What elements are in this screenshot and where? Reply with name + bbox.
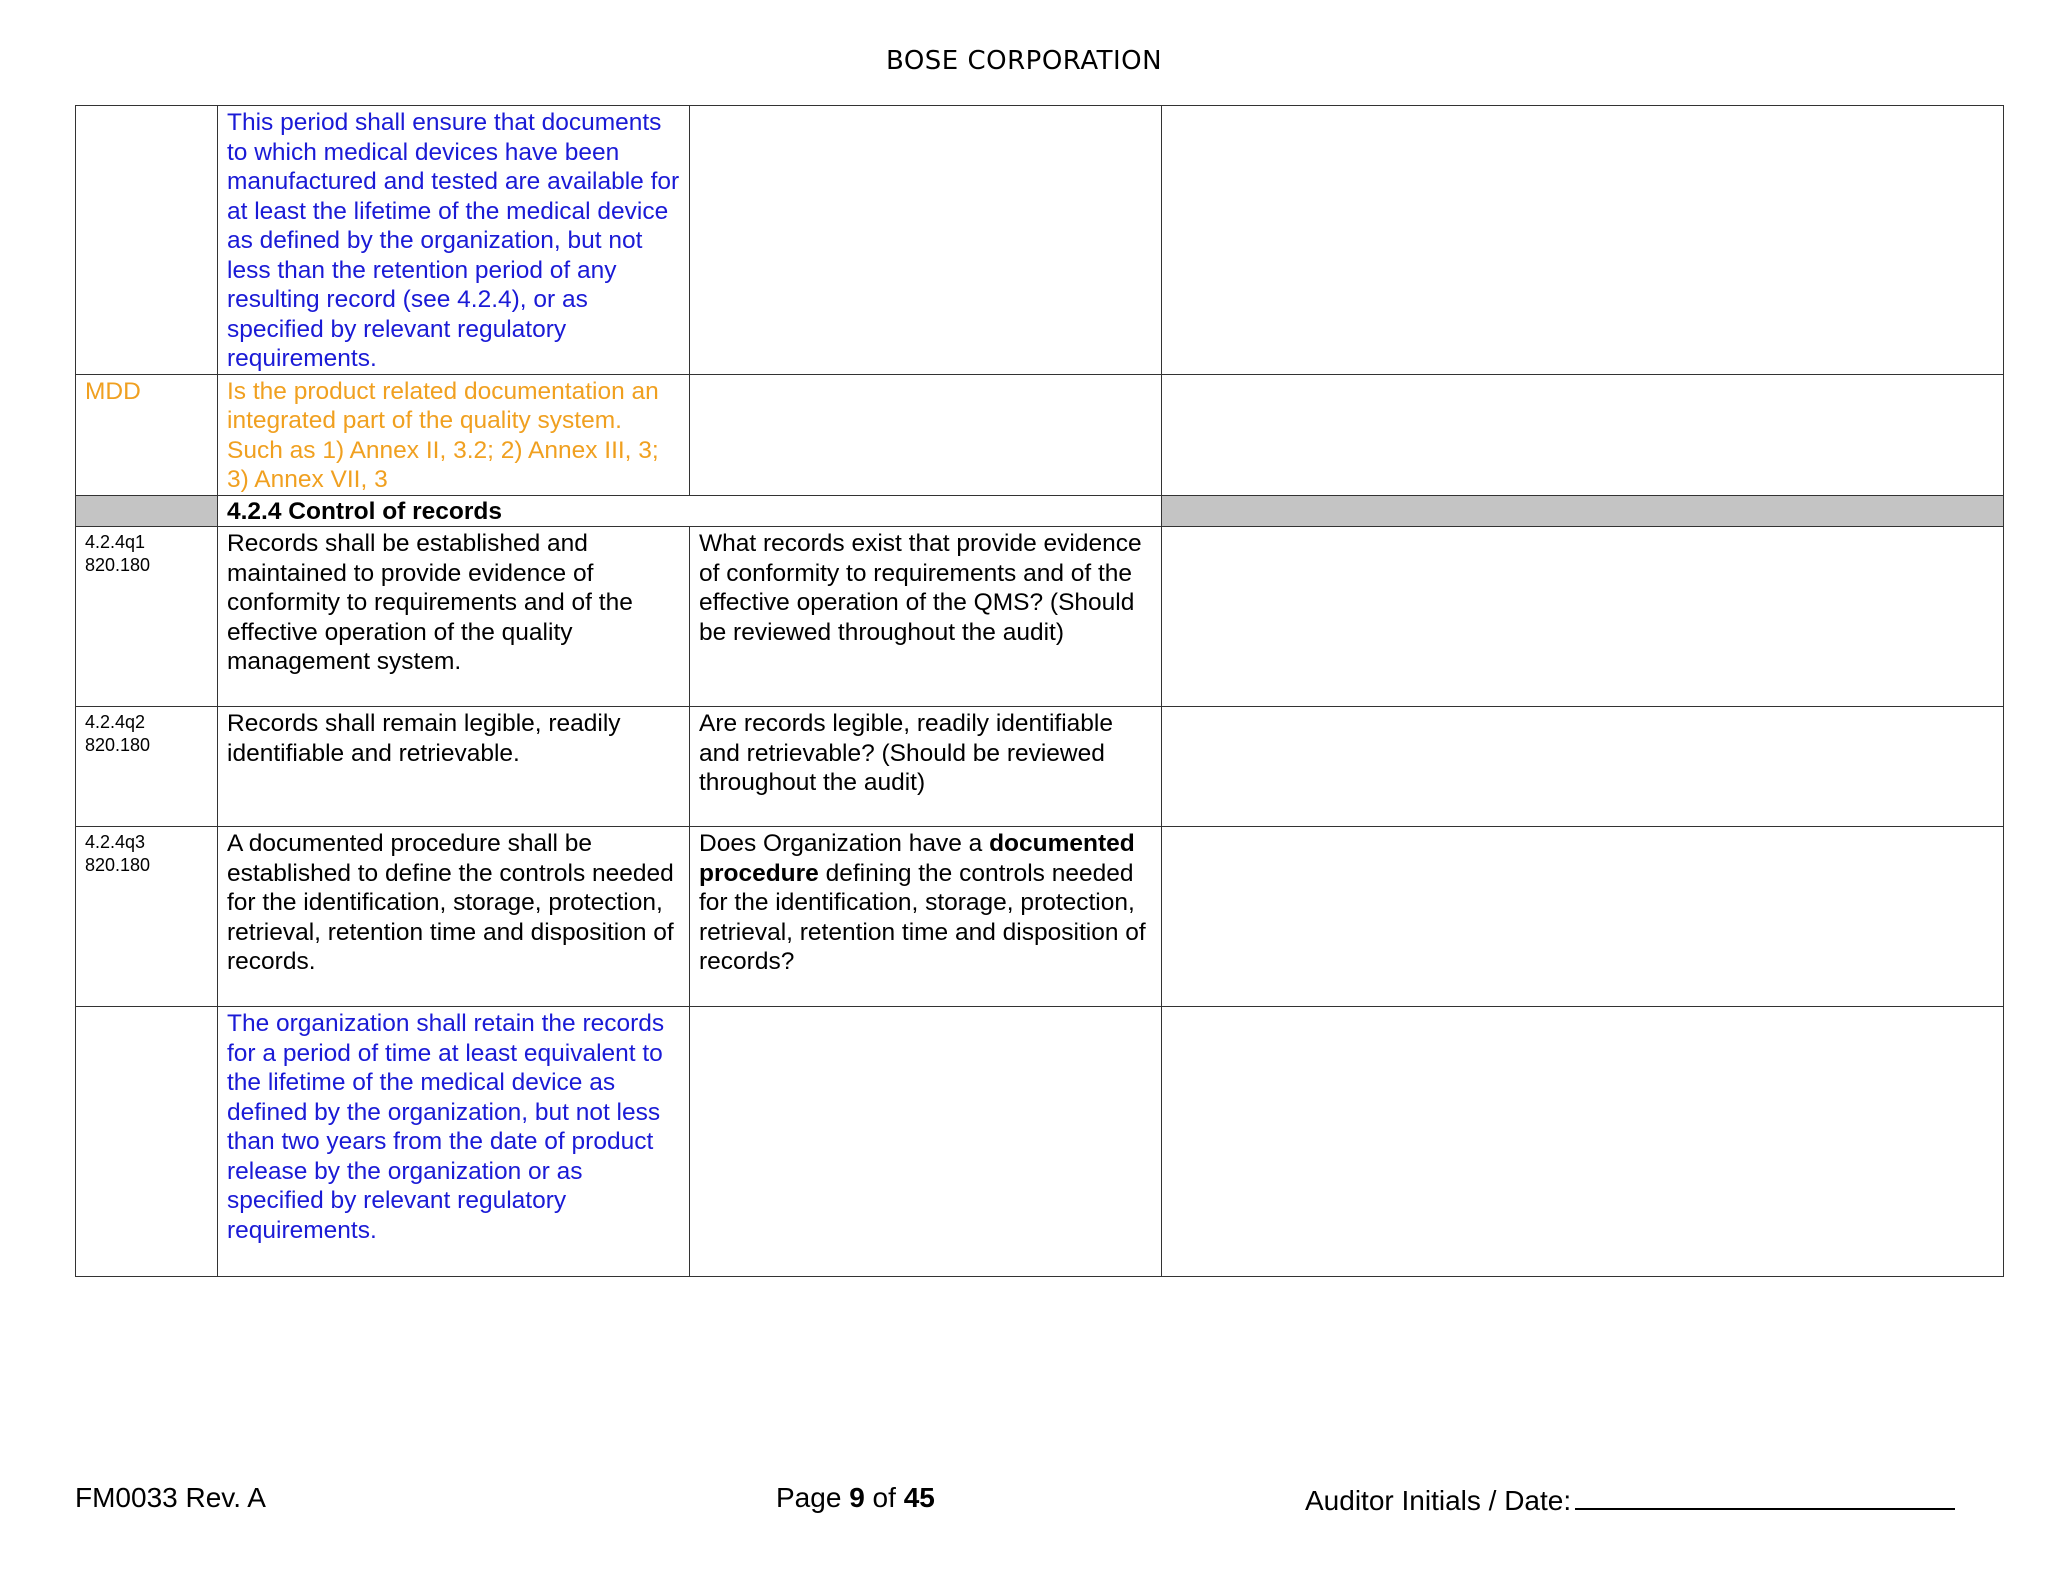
requirement-cell	[218, 827, 690, 1007]
clause-number: 4.2.4q2	[85, 712, 146, 732]
requirement-cell	[218, 707, 690, 827]
page-total: 45	[903, 1482, 935, 1513]
auditor-signature-line[interactable]	[1575, 1482, 1955, 1510]
document-header-title: BOSE CORPORATION	[885, 46, 1163, 76]
section-title-cell	[218, 495, 1162, 527]
question-cell[interactable]	[690, 374, 1162, 495]
page-current: 9	[849, 1482, 865, 1513]
question-cell	[690, 827, 1162, 1007]
ref-cell	[76, 827, 218, 1007]
cfr-reference: 820.180	[85, 855, 151, 875]
ref-cell	[76, 106, 218, 375]
page-number	[776, 1482, 935, 1514]
requirement-text: The organization shall retain the records for a period of time at least equivalent to the lifetime of the medical device as defined by the organization, but not less than two years from the date of product release by the organization or as specified by relevant regulatory requirements.	[227, 1010, 665, 1244]
auditor-signoff	[1305, 1482, 1955, 1517]
cfr-reference: 820.180	[85, 555, 151, 575]
table-row	[76, 1007, 2004, 1277]
section-title: 4.2.4 Control of records	[227, 497, 503, 525]
requirement-cell	[218, 374, 690, 495]
ref-text	[76, 827, 217, 877]
audit-question-text: Are records legible, readily identifiable and retrievable? (Should be reviewed throughout the audit)	[699, 710, 1113, 796]
requirement-cell	[218, 1007, 690, 1277]
clause-number: 4.2.4q3	[85, 832, 146, 852]
audit-question-text	[690, 827, 1161, 977]
auditor-label: Auditor Initials / Date:	[1305, 1485, 1572, 1516]
notes-cell[interactable]	[1162, 374, 2004, 495]
table-row	[76, 707, 2004, 827]
requirement-text: A documented procedure shall be established to define the controls needed for the identification, storage, protection, retrieval, retention time and disposition of records.	[227, 830, 674, 975]
table-row	[76, 106, 2004, 375]
cfr-reference: 820.180	[85, 735, 151, 755]
requirement-cell	[218, 527, 690, 707]
ref-text	[76, 707, 217, 757]
notes-cell[interactable]	[1162, 707, 2004, 827]
audit-checklist-table	[75, 105, 2004, 1277]
requirement-text: This period shall ensure that documents to which medical devices have been manufactured and tested are available for at least the lifetime of the medical device as defined by the organization, but not less than the retention period of any resulting record (see 4.2.4), or as specified by relevant regulatory requirements.	[227, 109, 680, 372]
notes-cell[interactable]	[1162, 1007, 2004, 1277]
section-notes-cell	[1162, 495, 2004, 527]
question-cell	[690, 527, 1162, 707]
notes-cell[interactable]	[1162, 527, 2004, 707]
table-row	[76, 827, 2004, 1007]
question-cell[interactable]	[690, 1007, 1162, 1277]
question-suffix: defining the controls needed for the identification, storage, protection, retrieval, retention time and disposition of records?	[699, 859, 1146, 975]
ref-cell	[76, 527, 218, 707]
ref-cell	[76, 1007, 218, 1277]
section-header-row	[76, 495, 2004, 527]
requirement-text: Records shall remain legible, readily identifiable and retrievable.	[227, 710, 621, 767]
question-prefix: Does Organization have a	[699, 830, 983, 857]
section-ref-cell	[76, 495, 218, 527]
question-cell[interactable]	[690, 106, 1162, 375]
ref-cell	[76, 707, 218, 827]
ref-cell	[76, 374, 218, 495]
clause-number: 4.2.4q1	[85, 532, 146, 552]
requirement-cell	[218, 106, 690, 375]
page-of: of	[872, 1482, 896, 1513]
ref-text	[76, 527, 217, 577]
requirement-text: Is the product related documentation an integrated part of the quality system. Such as 1) Annex II, 3.2; 2) Annex III, 3; 3) Annex VII, 3	[227, 377, 659, 493]
notes-cell[interactable]	[1162, 827, 2004, 1007]
question-emphasis: documented procedure	[699, 830, 1135, 887]
requirement-text: Records shall be established and maintained to provide evidence of conformity to requirements and of the effective operation of the quality management system.	[227, 530, 633, 675]
table-row	[76, 527, 2004, 707]
notes-cell[interactable]	[1162, 106, 2004, 375]
question-cell	[690, 707, 1162, 827]
table-row	[76, 374, 2004, 495]
page-prefix: Page	[776, 1482, 842, 1513]
ref-text: MDD	[85, 377, 141, 405]
audit-question-text: What records exist that provide evidence of conformity to requirements and of the effective operation of the QMS? (Should be reviewed throughout the audit)	[699, 530, 1142, 646]
form-id: FM0033 Rev. A	[75, 1482, 266, 1513]
